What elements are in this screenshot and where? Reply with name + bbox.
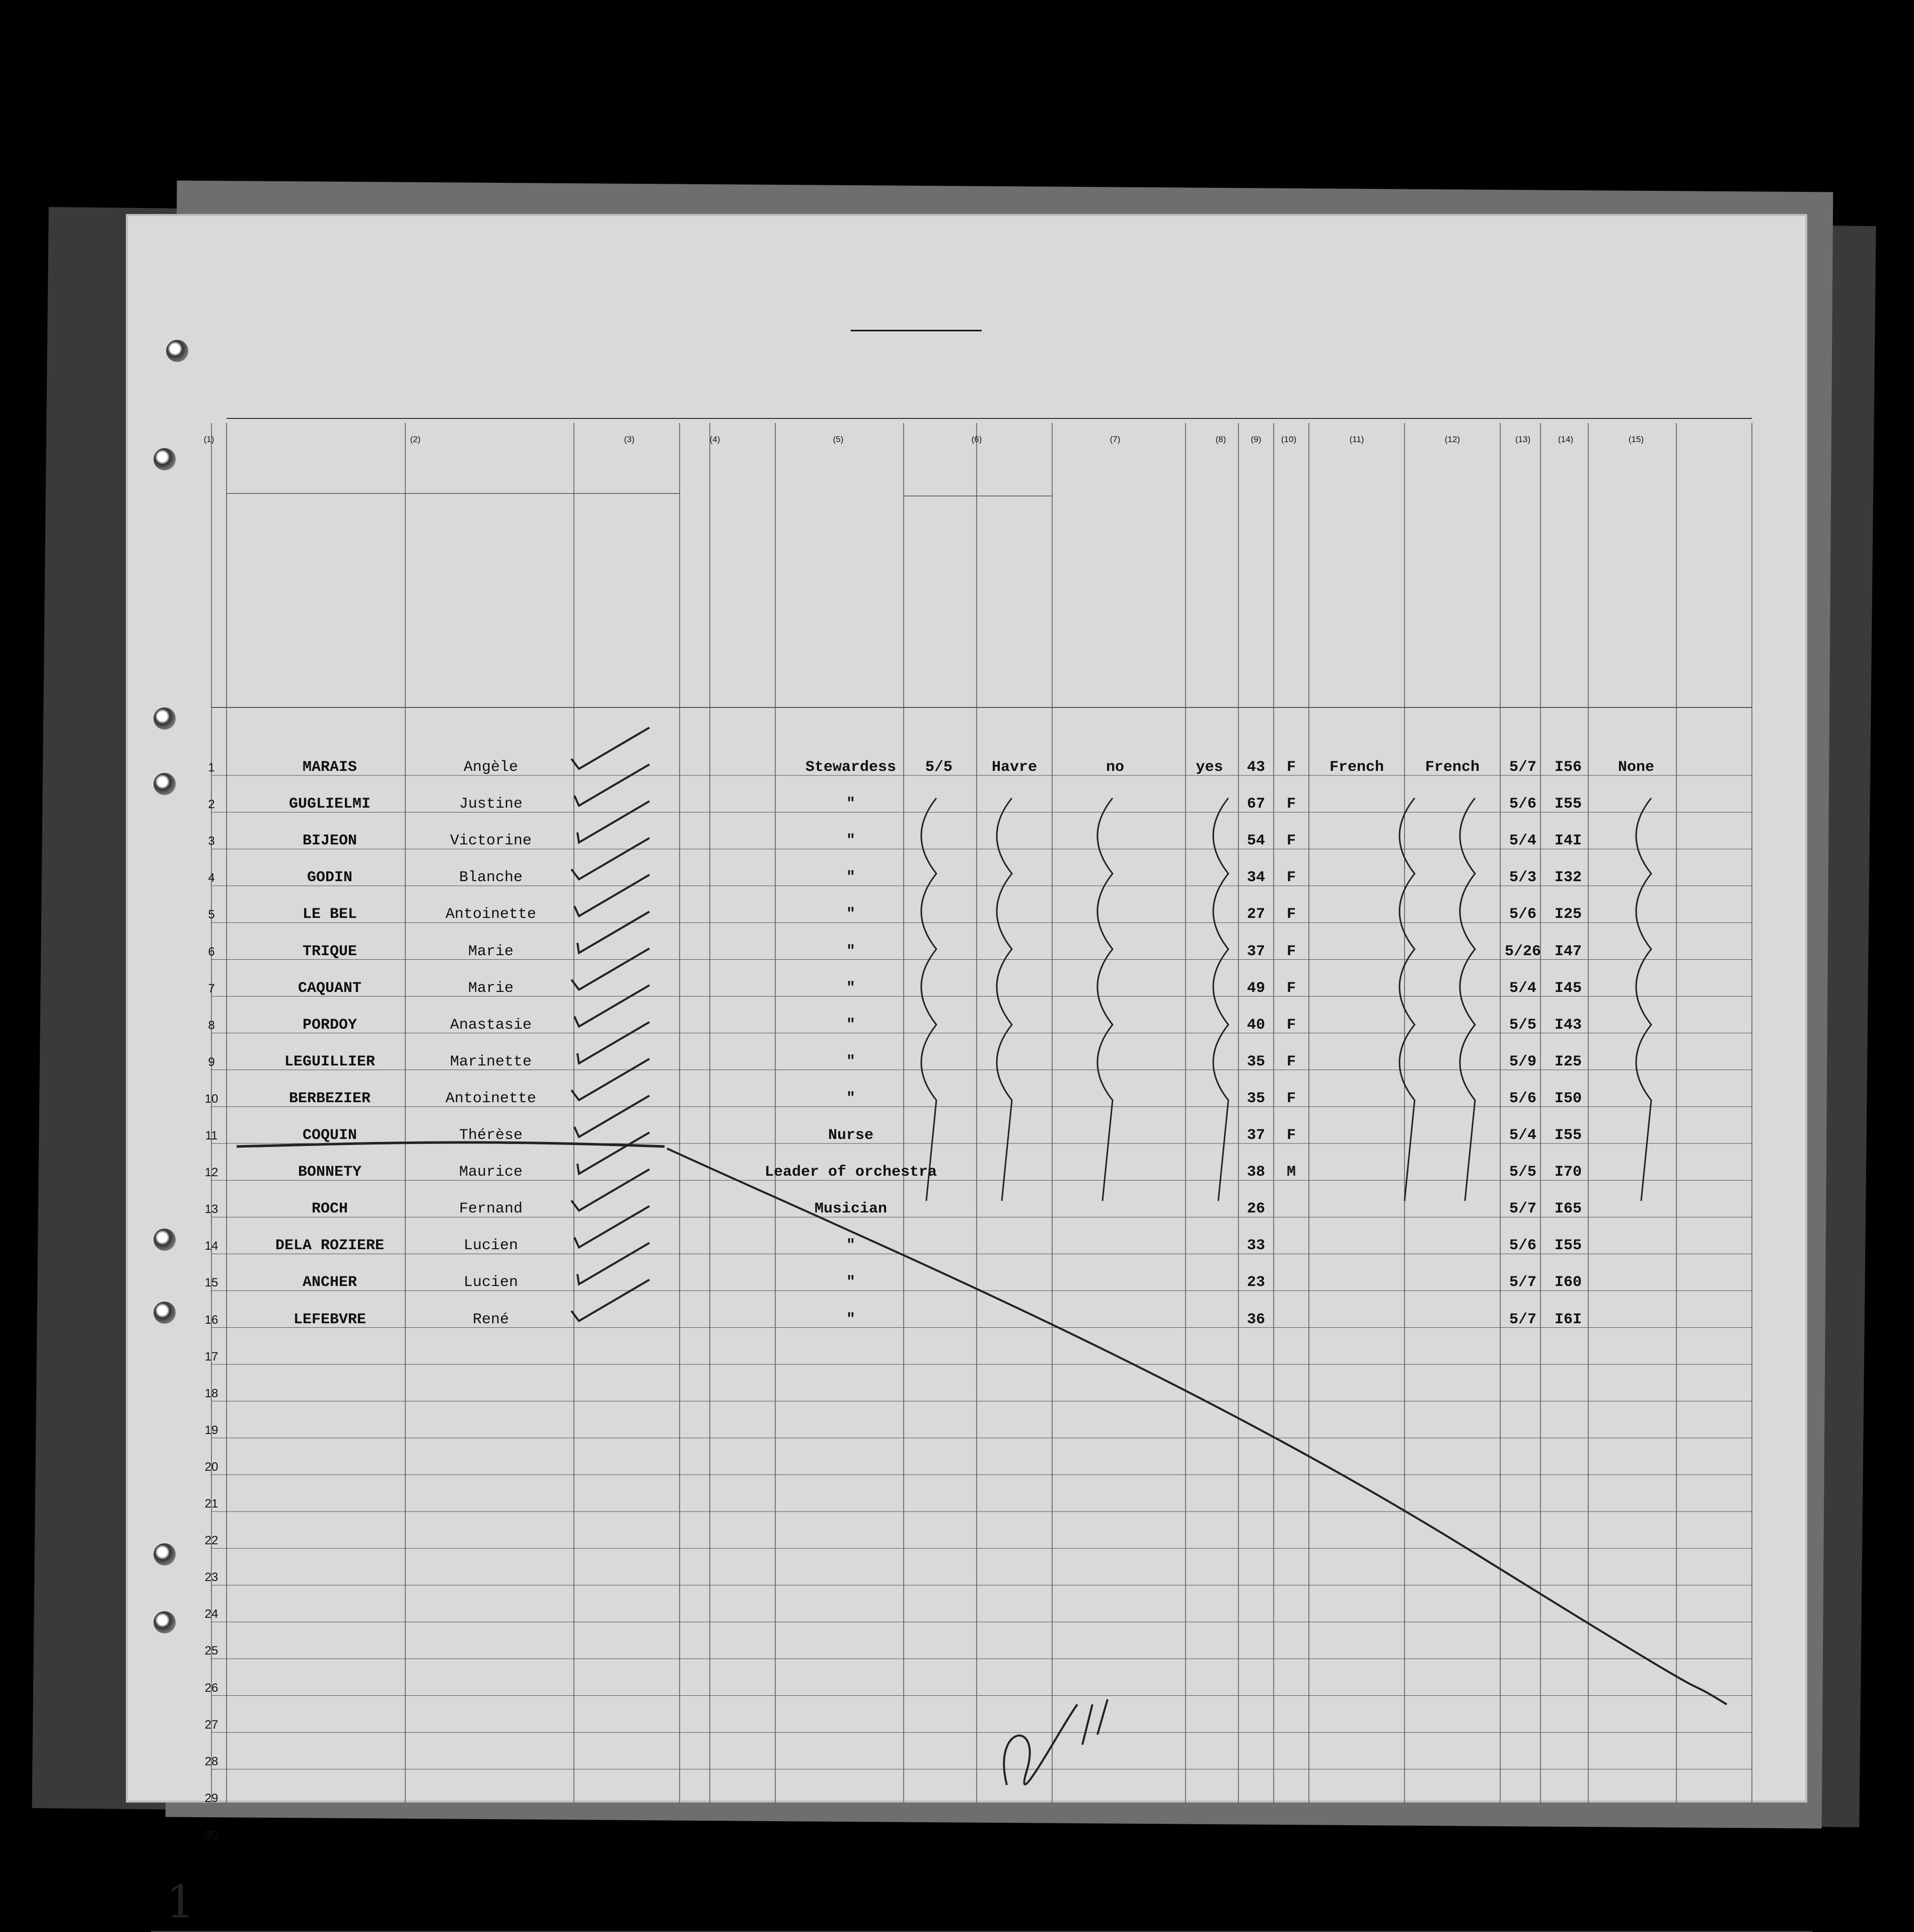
- physical-marks: None: [1617, 759, 1654, 776]
- punch-hole: [154, 1543, 176, 1565]
- family-name: GODIN: [307, 869, 352, 887]
- row-number: 11: [205, 1129, 218, 1142]
- weight: I55: [1554, 796, 1582, 813]
- family-name: LEFEBVRE: [293, 1311, 366, 1328]
- weight: I25: [1554, 906, 1582, 923]
- age: 23: [1246, 1274, 1265, 1292]
- height: 5/6: [1509, 906, 1536, 923]
- column-number: (14): [1558, 435, 1574, 444]
- punch-hole: [154, 1611, 176, 1633]
- family-name: BONNETY: [298, 1164, 362, 1181]
- height: 5/5: [1509, 1164, 1536, 1181]
- weight: I6I: [1554, 1311, 1582, 1328]
- age: 37: [1246, 1127, 1265, 1144]
- row-number: 20: [204, 1460, 218, 1474]
- row-number: 4: [208, 871, 215, 885]
- check-mark: [574, 1206, 649, 1247]
- sex: F: [1286, 1127, 1296, 1144]
- row-number: 18: [204, 1386, 218, 1400]
- position: ": [846, 1237, 855, 1255]
- manifest-grid: [126, 214, 1807, 1803]
- weight: I70: [1554, 1164, 1582, 1181]
- family-name: COQUIN: [302, 1127, 357, 1144]
- row-number: 8: [208, 1018, 215, 1032]
- row-number: 27: [204, 1718, 218, 1732]
- weight: I55: [1554, 1237, 1582, 1255]
- given-name: Marie: [468, 943, 513, 960]
- column-number: (1): [203, 435, 214, 444]
- position: ": [846, 1016, 855, 1034]
- height: 5/3: [1509, 869, 1536, 887]
- weight: I4I: [1554, 832, 1582, 850]
- age: 27: [1246, 906, 1265, 923]
- handwritten-mark: 1: [166, 1876, 195, 1928]
- shipped-where: Havre: [991, 759, 1037, 776]
- sex: F: [1286, 1090, 1296, 1107]
- position: ": [846, 979, 855, 997]
- sex: F: [1286, 796, 1296, 813]
- given-name: Thérèse: [459, 1127, 523, 1144]
- weight: I45: [1554, 979, 1582, 997]
- family-name: LEGUILLIER: [284, 1053, 376, 1070]
- ditto-stroke: [1460, 798, 1475, 1201]
- given-name: Anastasie: [450, 1016, 532, 1034]
- position: Stewardess: [805, 759, 897, 776]
- punch-hole: [154, 773, 176, 795]
- given-name: Lucien: [463, 1274, 519, 1292]
- row-number: 22: [204, 1534, 218, 1548]
- column-number: (8): [1215, 435, 1226, 444]
- position: ": [846, 1274, 855, 1292]
- height: 5/9: [1509, 1053, 1536, 1070]
- check-mark: [574, 875, 649, 916]
- row-number: 28: [204, 1754, 218, 1768]
- ditto-stroke: [667, 1149, 1727, 1704]
- column-number: (2): [410, 435, 421, 444]
- check-mark: [571, 949, 649, 990]
- column-number: (15): [1628, 435, 1644, 444]
- family-name: MARAIS: [302, 759, 357, 776]
- position: ": [846, 796, 855, 813]
- age: 26: [1246, 1200, 1265, 1218]
- position: ": [846, 943, 855, 960]
- family-name: LE BEL: [302, 906, 357, 923]
- check-mark: [571, 1280, 649, 1321]
- family-name: ROCH: [311, 1200, 348, 1218]
- family-name: CAQUANT: [298, 979, 362, 997]
- given-name: Maurice: [459, 1164, 523, 1181]
- height: 5/4: [1509, 832, 1536, 850]
- check-mark: [574, 985, 649, 1027]
- position: ": [846, 906, 855, 923]
- position: ": [846, 1053, 855, 1070]
- weight: I56: [1554, 759, 1582, 776]
- height: 5/7: [1509, 1200, 1536, 1218]
- row-number: 24: [204, 1607, 218, 1621]
- row-number: 29: [204, 1791, 218, 1805]
- age: 67: [1246, 796, 1265, 813]
- column-number: (12): [1444, 435, 1460, 444]
- shipped-when: 5/5: [925, 759, 952, 776]
- punch-hole: [154, 1229, 176, 1251]
- height: 5/7: [1509, 759, 1536, 776]
- weight: I25: [1554, 1053, 1582, 1070]
- punch-hole: [154, 448, 176, 470]
- check-mark: [577, 1022, 649, 1063]
- position: ": [846, 832, 855, 850]
- row-number: 10: [204, 1092, 218, 1106]
- sex: F: [1286, 906, 1296, 923]
- family-name: DELA ROZIERE: [275, 1237, 385, 1255]
- ditto-stroke: [997, 798, 1012, 1201]
- sex: F: [1286, 1016, 1296, 1034]
- row-number: 5: [208, 908, 215, 922]
- row-number: 19: [204, 1423, 218, 1437]
- check-mark: [571, 728, 649, 769]
- row-number: 3: [208, 834, 215, 848]
- given-name: René: [472, 1311, 509, 1328]
- height: 5/7: [1509, 1311, 1536, 1328]
- sex: F: [1286, 869, 1296, 887]
- family-name: ANCHER: [302, 1274, 357, 1292]
- weight: I43: [1554, 1016, 1582, 1034]
- age: 37: [1246, 943, 1265, 960]
- given-name: Victorine: [450, 832, 532, 850]
- punch-hole: [154, 707, 176, 730]
- row-number: 23: [204, 1570, 218, 1585]
- age: 36: [1246, 1311, 1265, 1328]
- sex: F: [1286, 943, 1296, 960]
- family-name: PORDOY: [302, 1016, 357, 1034]
- ditto-stroke: [1213, 798, 1228, 1201]
- row-number: 2: [208, 798, 215, 812]
- ditto-stroke: [1097, 798, 1113, 1201]
- given-name: Justine: [459, 796, 523, 813]
- row-number: 13: [204, 1202, 218, 1217]
- family-name: BIJEON: [302, 832, 357, 850]
- check-mark: [571, 838, 649, 879]
- row-number: 25: [204, 1644, 218, 1658]
- height: 5/6: [1509, 1090, 1536, 1107]
- row-number: 21: [204, 1497, 218, 1511]
- column-number: (5): [833, 435, 844, 444]
- given-name: Antoinette: [445, 906, 537, 923]
- weight: I65: [1554, 1200, 1582, 1218]
- given-name: Fernand: [459, 1200, 523, 1218]
- weight: I60: [1554, 1274, 1582, 1292]
- check-mark: [577, 801, 649, 842]
- age: 34: [1246, 869, 1265, 887]
- row-number: 6: [208, 945, 215, 959]
- check-mark: [577, 1243, 649, 1284]
- family-name: BERBEZIER: [288, 1090, 371, 1107]
- check-mark: [577, 912, 649, 953]
- paid-off: no: [1106, 759, 1124, 776]
- nationality: French: [1425, 759, 1480, 776]
- family-name: GUGLIELMI: [288, 796, 371, 813]
- able-to-read: yes: [1196, 759, 1223, 776]
- given-name: Marinette: [450, 1053, 532, 1070]
- check-mark: [571, 1059, 649, 1100]
- height: 5/6: [1509, 796, 1536, 813]
- column-number: (13): [1515, 435, 1531, 444]
- age: 49: [1246, 979, 1265, 997]
- row-number: 14: [204, 1239, 218, 1253]
- given-name: Blanche: [459, 869, 523, 887]
- position: Musician: [814, 1200, 888, 1218]
- weight: I47: [1554, 943, 1582, 960]
- height: 5/26: [1504, 943, 1541, 960]
- height: 5/5: [1509, 1016, 1536, 1034]
- height: 5/4: [1509, 979, 1536, 997]
- check-mark: [574, 764, 649, 806]
- check-mark: [574, 1096, 649, 1137]
- check-mark: [571, 1169, 649, 1210]
- check-mark: [577, 1132, 649, 1174]
- position: Nurse: [828, 1127, 873, 1144]
- sex: M: [1286, 1164, 1296, 1181]
- column-number: (7): [1110, 435, 1121, 444]
- manifest-sheet: [126, 214, 1807, 1928]
- weight: I32: [1554, 869, 1582, 887]
- row-number: 12: [204, 1166, 218, 1180]
- column-number: (3): [624, 435, 635, 444]
- given-name: Angèle: [463, 759, 519, 776]
- weight: I55: [1554, 1127, 1582, 1144]
- row-number: 1: [208, 761, 215, 774]
- sex: F: [1286, 832, 1296, 850]
- sex: F: [1286, 759, 1296, 776]
- sex: F: [1286, 979, 1296, 997]
- column-number: (9): [1250, 435, 1262, 444]
- race: French: [1329, 759, 1384, 776]
- ditto-stroke: [1004, 1699, 1108, 1785]
- column-number: (11): [1349, 435, 1364, 444]
- height: 5/6: [1509, 1237, 1536, 1255]
- row-number: 26: [204, 1681, 218, 1695]
- punch-hole: [166, 340, 188, 362]
- age: 38: [1246, 1164, 1265, 1181]
- position: ": [846, 869, 855, 887]
- column-number: (10): [1281, 435, 1297, 444]
- punch-hole: [154, 1302, 176, 1324]
- given-name: Lucien: [463, 1237, 519, 1255]
- row-number: 30: [204, 1828, 218, 1842]
- row-number: 9: [208, 1055, 215, 1069]
- ditto-stroke: [1636, 798, 1651, 1201]
- height: 5/7: [1509, 1274, 1536, 1292]
- age: 35: [1246, 1053, 1265, 1070]
- position: Leader of orchestra: [764, 1164, 937, 1181]
- position: ": [846, 1090, 855, 1107]
- ditto-stroke: [1400, 798, 1415, 1201]
- age: 40: [1246, 1016, 1265, 1034]
- position: ": [846, 1311, 855, 1328]
- age: 33: [1246, 1237, 1265, 1255]
- family-name: TRIQUE: [302, 943, 357, 960]
- row-number: 7: [208, 981, 215, 995]
- age: 43: [1246, 759, 1265, 776]
- age: 54: [1246, 832, 1265, 850]
- column-number: (6): [971, 435, 982, 444]
- row-number: 16: [204, 1313, 218, 1327]
- age: 35: [1246, 1090, 1265, 1107]
- sex: F: [1286, 1053, 1296, 1070]
- given-name: Antoinette: [445, 1090, 537, 1107]
- row-number: 15: [204, 1276, 218, 1290]
- weight: I50: [1554, 1090, 1582, 1107]
- height: 5/4: [1509, 1127, 1536, 1144]
- row-number: 17: [204, 1349, 218, 1364]
- given-name: Marie: [468, 979, 513, 997]
- column-number: (4): [709, 435, 720, 444]
